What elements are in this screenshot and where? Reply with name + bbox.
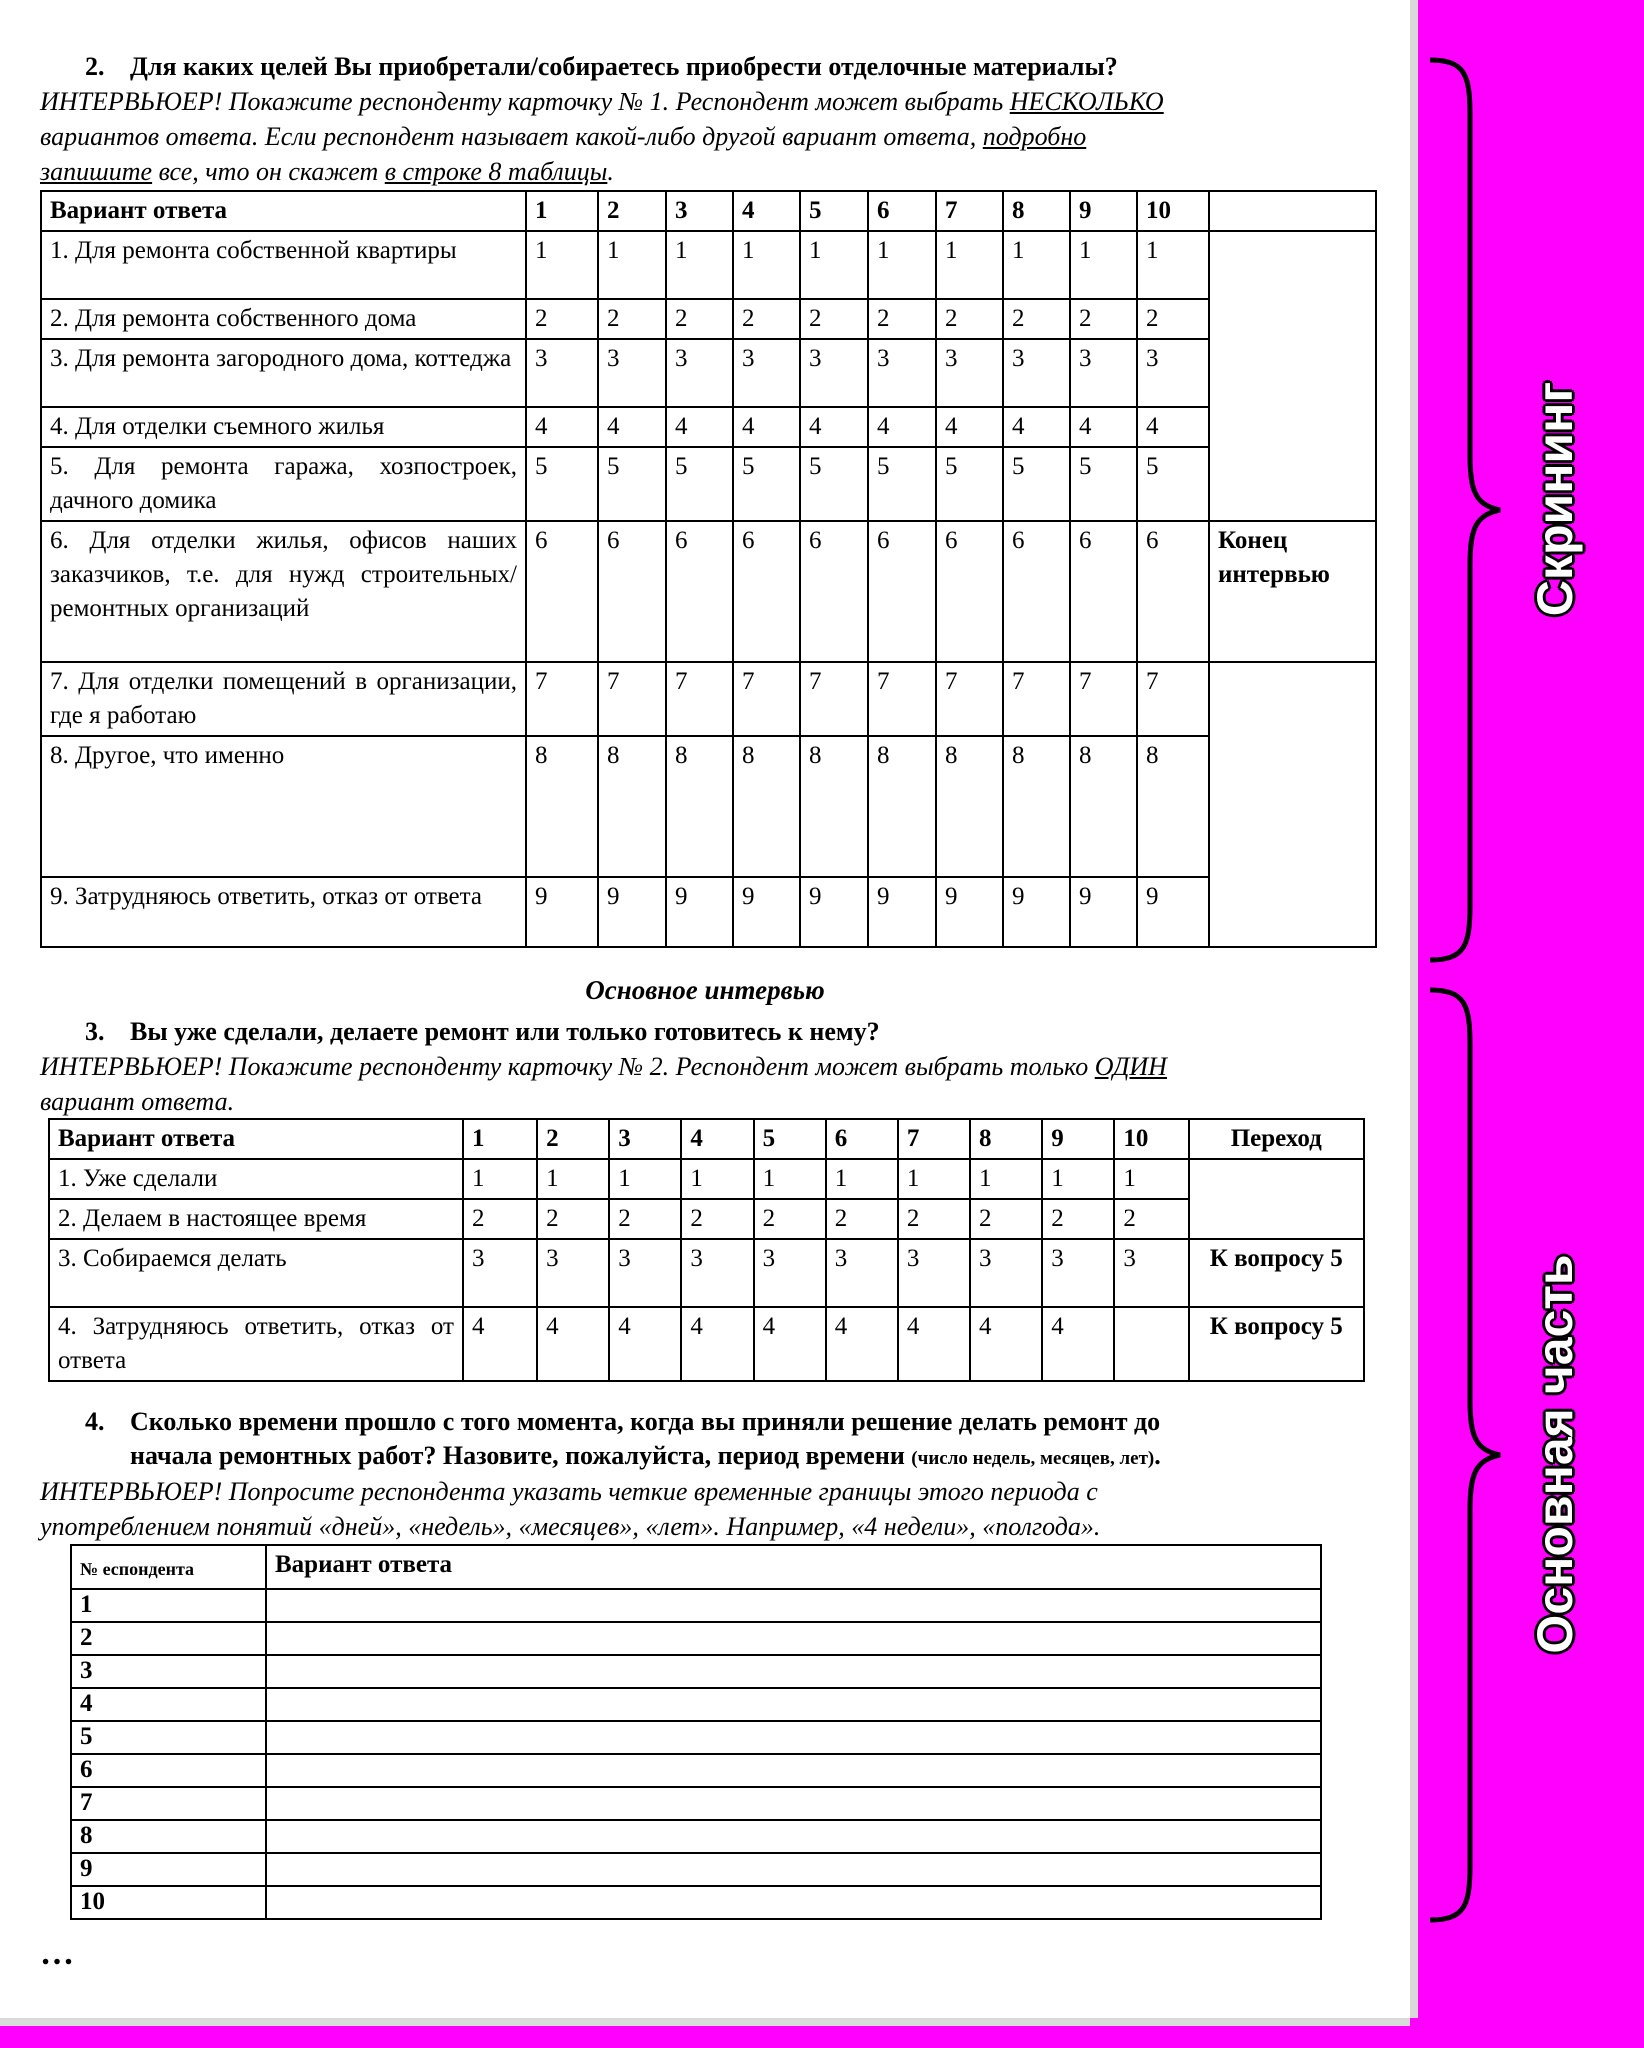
q3-goto-cell: К вопросу 5: [1189, 1307, 1365, 1381]
q2-code-cell[interactable]: 3: [526, 339, 598, 407]
q2-code-cell[interactable]: 8: [598, 736, 666, 877]
q2-code-cell[interactable]: 2: [598, 299, 666, 339]
q2-code-cell[interactable]: 7: [1003, 662, 1070, 736]
q3-header-cell: 1: [463, 1119, 537, 1159]
continuation-ellipsis: …: [40, 1935, 76, 1972]
q2-header-cell: 3: [666, 191, 733, 231]
q2-code-cell[interactable]: 4: [1070, 407, 1137, 447]
q4-table-row: [71, 1622, 1321, 1655]
q4-respondent-number: 10: [71, 1886, 266, 1919]
q2-code-cell[interactable]: 2: [526, 299, 598, 339]
q2-code-cell[interactable]: 9: [1137, 877, 1209, 947]
q2-code-cell[interactable]: 2: [666, 299, 733, 339]
q3-header-cell: 8: [970, 1119, 1042, 1159]
q2-header-cell: 6: [868, 191, 936, 231]
q2-code-cell[interactable]: 8: [526, 736, 598, 877]
q3-header-row: [49, 1119, 1364, 1159]
q3-code-cell[interactable]: 4: [970, 1307, 1042, 1381]
q2-instruction-line2: вариантов ответа. Если респондент называет какой-либо другой вариант ответа, подробно: [40, 122, 1087, 151]
q4-title-line2: начала ремонтных работ? Назовите, пожалуйста, период времени (число недель, месяцев, лет).: [130, 1441, 1161, 1470]
q3-header-cell: Вариант ответа: [49, 1119, 463, 1159]
q4-respondent-number: 7: [71, 1787, 266, 1820]
q2-code-cell[interactable]: 6: [936, 521, 1003, 662]
q2-code-cell[interactable]: 9: [598, 877, 666, 947]
q2-code-cell[interactable]: 5: [800, 447, 868, 521]
q2-code-cell[interactable]: 6: [526, 521, 598, 662]
q2-code-cell[interactable]: 3: [666, 339, 733, 407]
q2-code-cell[interactable]: 5: [936, 447, 1003, 521]
q2-row-label: 4. Для отделки съемного жилья: [41, 407, 526, 447]
q3-code-cell[interactable]: 2: [826, 1199, 898, 1239]
q2-continue-cell: [1209, 231, 1376, 521]
q3-code-cell[interactable]: 3: [898, 1239, 970, 1307]
q2-code-cell[interactable]: 3: [1003, 339, 1070, 407]
q2-code-cell[interactable]: 8: [1070, 736, 1137, 877]
q2-code-cell[interactable]: 6: [1137, 521, 1209, 662]
q2-code-cell[interactable]: 2: [936, 299, 1003, 339]
q4-header-answer: Вариант ответа: [266, 1545, 1321, 1589]
q2-code-cell[interactable]: 1: [1070, 231, 1137, 299]
q2-row-label: 3. Для ремонта загородного дома, коттеджа: [41, 339, 526, 407]
q3-code-cell[interactable]: 4: [537, 1307, 609, 1381]
q3-code-cell[interactable]: 2: [1114, 1199, 1188, 1239]
q2-code-cell[interactable]: 3: [868, 339, 936, 407]
q4-answer-field[interactable]: [266, 1721, 1321, 1754]
q2-code-cell[interactable]: 7: [800, 662, 868, 736]
q3-table-row: [49, 1199, 1364, 1239]
q4-answer-field[interactable]: [266, 1622, 1321, 1655]
q2-code-cell[interactable]: 4: [666, 407, 733, 447]
q3-header-cell: Переход: [1189, 1119, 1365, 1159]
q3-code-cell[interactable]: 1: [609, 1159, 681, 1199]
q2-code-cell[interactable]: 6: [733, 521, 800, 662]
q2-code-cell[interactable]: 7: [1070, 662, 1137, 736]
screening-brace: [1420, 55, 1510, 965]
q4-respondent-number: 4: [71, 1688, 266, 1721]
q4-respondent-number: 1: [71, 1589, 266, 1622]
q2-code-cell[interactable]: 1: [868, 231, 936, 299]
q4-table-row: [71, 1886, 1321, 1919]
q2-code-cell[interactable]: 7: [1137, 662, 1209, 736]
q4-instruction-line1: ИНТЕРВЬЮЕР! Попросите респондента указать четкие временные границы этого периода с: [40, 1477, 1098, 1506]
q2-code-cell[interactable]: 9: [526, 877, 598, 947]
q2-header-cell: 10: [1137, 191, 1209, 231]
q2-code-cell[interactable]: 3: [936, 339, 1003, 407]
q3-code-cell[interactable]: 2: [1042, 1199, 1114, 1239]
q3-row-label: 3. Собираемся делать: [49, 1239, 463, 1307]
q2-code-cell[interactable]: 8: [1003, 736, 1070, 877]
q2-code-cell[interactable]: 4: [598, 407, 666, 447]
q3-header-cell: 2: [537, 1119, 609, 1159]
q2-code-cell[interactable]: 7: [733, 662, 800, 736]
q4-respondent-number: 8: [71, 1820, 266, 1853]
q2-code-cell[interactable]: 2: [868, 299, 936, 339]
q2-code-cell[interactable]: 5: [1003, 447, 1070, 521]
q2-code-cell[interactable]: 5: [598, 447, 666, 521]
q3-instruction-line2: вариант ответа.: [40, 1087, 235, 1116]
q3-header-cell: 5: [754, 1119, 826, 1159]
q2-code-cell[interactable]: 4: [733, 407, 800, 447]
q4-answer-field[interactable]: [266, 1589, 1321, 1622]
q3-header-cell: 7: [898, 1119, 970, 1159]
q2-code-cell[interactable]: 8: [800, 736, 868, 877]
q4-answer-field[interactable]: [266, 1787, 1321, 1820]
q4-answer-field[interactable]: [266, 1655, 1321, 1688]
q3-row-label: 4. Затрудняюсь ответить, отказ от ответа: [49, 1307, 463, 1381]
q2-code-cell[interactable]: 4: [1137, 407, 1209, 447]
q2-row-label: 5. Для ремонта гаража, хозпостроек, дачного домика: [41, 447, 526, 521]
q2-header-cell: 2: [598, 191, 666, 231]
q2-table-row: [41, 662, 1376, 736]
q2-code-cell[interactable]: 6: [666, 521, 733, 662]
q2-row-label: 7. Для отделки помещений в организации, где я работаю: [41, 662, 526, 736]
q2-code-cell[interactable]: 7: [936, 662, 1003, 736]
q4-title-line1: 4. Сколько времени прошло с того момента, когда вы приняли решение делать ремонт до: [85, 1407, 1161, 1436]
q2-code-cell[interactable]: 5: [666, 447, 733, 521]
q2-code-cell[interactable]: 1: [598, 231, 666, 299]
q3-code-cell[interactable]: 1: [754, 1159, 826, 1199]
q2-code-cell[interactable]: 9: [666, 877, 733, 947]
q2-answer-table: [40, 190, 1377, 948]
q2-continue-cell-lower: [1209, 662, 1376, 947]
q3-table-row: [49, 1159, 1364, 1199]
q3-table-row: [49, 1239, 1364, 1307]
q2-table-row: [41, 339, 1376, 407]
q3-code-cell[interactable]: 1: [537, 1159, 609, 1199]
q4-instruction-line2: употреблением понятий «дней», «недель», «месяцев», «лет». Например, «4 недели», «полгода».: [40, 1512, 1101, 1541]
q2-code-cell[interactable]: 6: [1003, 521, 1070, 662]
q2-code-cell[interactable]: 2: [1070, 299, 1137, 339]
q3-row-label: 2. Делаем в настоящее время: [49, 1199, 463, 1239]
q2-code-cell[interactable]: 1: [526, 231, 598, 299]
q3-code-cell[interactable]: 1: [1042, 1159, 1114, 1199]
main-part-brace: [1420, 985, 1510, 1925]
q3-code-cell[interactable]: 1: [898, 1159, 970, 1199]
q3-code-cell[interactable]: 2: [681, 1199, 753, 1239]
q2-code-cell[interactable]: 4: [1003, 407, 1070, 447]
q4-answer-field[interactable]: [266, 1754, 1321, 1787]
q3-table-row: [49, 1307, 1364, 1381]
q2-header-cell: 1: [526, 191, 598, 231]
q3-code-cell[interactable]: 1: [681, 1159, 753, 1199]
q2-code-cell[interactable]: 2: [733, 299, 800, 339]
q2-code-cell[interactable]: 9: [800, 877, 868, 947]
q3-header-cell: 10: [1114, 1119, 1188, 1159]
q3-code-cell[interactable]: 2: [970, 1199, 1042, 1239]
q3-code-cell[interactable]: 1: [826, 1159, 898, 1199]
q3-code-cell[interactable]: 3: [754, 1239, 826, 1307]
q3-header-cell: 9: [1042, 1119, 1114, 1159]
q4-respondent-number: 2: [71, 1622, 266, 1655]
q2-code-cell[interactable]: 6: [868, 521, 936, 662]
q3-code-cell[interactable]: 4: [826, 1307, 898, 1381]
q3-code-cell[interactable]: 2: [609, 1199, 681, 1239]
q2-code-cell[interactable]: 6: [598, 521, 666, 662]
q2-code-cell[interactable]: 2: [1137, 299, 1209, 339]
q3-code-cell[interactable]: 3: [681, 1239, 753, 1307]
q2-code-cell[interactable]: 3: [598, 339, 666, 407]
q2-code-cell[interactable]: 1: [800, 231, 868, 299]
q3-header-cell: 6: [826, 1119, 898, 1159]
q3-code-cell[interactable]: 2: [898, 1199, 970, 1239]
q3-code-cell[interactable]: 4: [754, 1307, 826, 1381]
q2-code-cell[interactable]: 1: [733, 231, 800, 299]
q3-code-cell[interactable]: 3: [826, 1239, 898, 1307]
q2-header-cell: 9: [1070, 191, 1137, 231]
q2-code-cell[interactable]: 1: [666, 231, 733, 299]
q2-header-cell: 4: [733, 191, 800, 231]
q2-code-cell[interactable]: 9: [733, 877, 800, 947]
q3-header-cell: 3: [609, 1119, 681, 1159]
q3-code-cell[interactable]: 3: [970, 1239, 1042, 1307]
q3-code-cell[interactable]: 3: [1042, 1239, 1114, 1307]
q2-table-row: [41, 231, 1376, 299]
q3-instruction-line1: ИНТЕРВЬЮЕР! Покажите респонденту карточку № 2. Респондент может выбрать только ОДИН: [40, 1052, 1167, 1081]
q3-code-cell[interactable]: 1: [463, 1159, 537, 1199]
q2-code-cell[interactable]: 3: [800, 339, 868, 407]
q2-header-empty: [1209, 191, 1376, 231]
q2-code-cell[interactable]: 6: [1070, 521, 1137, 662]
q2-code-cell[interactable]: 8: [1137, 736, 1209, 877]
q2-code-cell[interactable]: 3: [1070, 339, 1137, 407]
q3-header-cell: 4: [681, 1119, 753, 1159]
q2-code-cell[interactable]: 3: [1137, 339, 1209, 407]
q4-table-row: [71, 1787, 1321, 1820]
q2-code-cell[interactable]: 5: [526, 447, 598, 521]
q4-answer-table: [70, 1544, 1322, 1920]
q3-code-cell[interactable]: 2: [463, 1199, 537, 1239]
q3-code-cell[interactable]: 3: [463, 1239, 537, 1307]
q2-title: 2. Для каких целей Вы приобретали/собираетесь приобрести отделочные материалы?: [85, 52, 1118, 81]
q2-code-cell[interactable]: 8: [666, 736, 733, 877]
q2-table-row: [41, 299, 1376, 339]
q2-table-row: [41, 407, 1376, 447]
q4-answer-field[interactable]: [266, 1688, 1321, 1721]
q2-code-cell[interactable]: 7: [868, 662, 936, 736]
q2-code-cell[interactable]: 6: [800, 521, 868, 662]
q4-respondent-number: 9: [71, 1853, 266, 1886]
q2-table-row: [41, 736, 1376, 877]
q4-table-row: [71, 1688, 1321, 1721]
q3-code-cell[interactable]: 4: [609, 1307, 681, 1381]
q2-code-cell[interactable]: 5: [1070, 447, 1137, 521]
q3-code-cell[interactable]: 1: [970, 1159, 1042, 1199]
q2-end-interview: Конец интервью: [1209, 521, 1376, 662]
q2-code-cell[interactable]: 2: [800, 299, 868, 339]
q2-instruction-line1: ИНТЕРВЬЮЕР! Покажите респонденту карточку № 1. Респондент может выбрать НЕСКОЛЬКО: [40, 87, 1164, 116]
q2-code-cell[interactable]: 3: [733, 339, 800, 407]
q4-table-row: [71, 1820, 1321, 1853]
q3-code-cell[interactable]: 2: [754, 1199, 826, 1239]
q4-table-row: [71, 1655, 1321, 1688]
q3-code-cell[interactable]: 4: [681, 1307, 753, 1381]
q2-code-cell[interactable]: 7: [598, 662, 666, 736]
q2-code-cell[interactable]: 8: [733, 736, 800, 877]
q2-table-row: [41, 447, 1376, 521]
q4-answer-field[interactable]: [266, 1853, 1321, 1886]
q2-row-label: 8. Другое, что именно: [41, 736, 526, 877]
q4-table-row: [71, 1721, 1321, 1754]
q2-code-cell[interactable]: 5: [868, 447, 936, 521]
q4-respondent-number: 6: [71, 1754, 266, 1787]
q2-code-cell[interactable]: 2: [1003, 299, 1070, 339]
q4-header-row: [71, 1545, 1321, 1589]
q3-goto-cell: [1189, 1159, 1365, 1239]
q4-header-respondent: № еспондента: [71, 1545, 266, 1589]
q2-code-cell[interactable]: 4: [526, 407, 598, 447]
q2-code-cell[interactable]: 9: [1070, 877, 1137, 947]
q3-code-cell[interactable]: 4: [898, 1307, 970, 1381]
q2-code-cell[interactable]: 1: [1003, 231, 1070, 299]
q4-table-row: [71, 1754, 1321, 1787]
q3-row-label: 1. Уже сделали: [49, 1159, 463, 1199]
q2-header-cell: 5: [800, 191, 868, 231]
q2-code-cell[interactable]: 5: [733, 447, 800, 521]
q2-row-label: 2. Для ремонта собственного дома: [41, 299, 526, 339]
q3-code-cell[interactable]: [1114, 1307, 1188, 1381]
q4-table-row: [71, 1589, 1321, 1622]
q2-code-cell[interactable]: 4: [868, 407, 936, 447]
q2-header-cell: 7: [936, 191, 1003, 231]
q2-code-cell[interactable]: 9: [1003, 877, 1070, 947]
q2-code-cell[interactable]: 9: [936, 877, 1003, 947]
side-label-main-part: Основная часть: [1527, 1254, 1583, 1654]
side-label-screening: Скрининг: [1527, 381, 1583, 617]
q4-answer-field[interactable]: [266, 1820, 1321, 1853]
q3-code-cell[interactable]: 2: [537, 1199, 609, 1239]
q2-row-label: 1. Для ремонта собственной квартиры: [41, 231, 526, 299]
q2-code-cell[interactable]: 7: [666, 662, 733, 736]
q3-goto-cell: К вопросу 5: [1189, 1239, 1365, 1307]
q2-code-cell[interactable]: 1: [936, 231, 1003, 299]
q4-respondent-number: 5: [71, 1721, 266, 1754]
q2-header-row: [41, 191, 1376, 231]
q2-header-cell: 8: [1003, 191, 1070, 231]
q3-answer-table: [48, 1118, 1365, 1382]
section-title-main-interview: Основное интервью: [585, 975, 825, 1005]
q3-code-cell[interactable]: 4: [1042, 1307, 1114, 1381]
q2-code-cell[interactable]: 8: [868, 736, 936, 877]
q3-code-cell[interactable]: 3: [537, 1239, 609, 1307]
q4-respondent-number: 3: [71, 1655, 266, 1688]
q2-code-cell[interactable]: 7: [526, 662, 598, 736]
q2-code-cell[interactable]: 9: [868, 877, 936, 947]
q3-code-cell[interactable]: 3: [609, 1239, 681, 1307]
q4-answer-field[interactable]: [266, 1886, 1321, 1919]
q3-code-cell[interactable]: 1: [1114, 1159, 1188, 1199]
q2-header-cell: Вариант ответа: [41, 191, 526, 231]
q2-table-row: [41, 877, 1376, 947]
q4-table-row: [71, 1853, 1321, 1886]
q2-instruction-line3: запишите все, что он скажет в строке 8 таблицы.: [40, 157, 614, 186]
q2-table-row: [41, 521, 1376, 662]
q3-code-cell[interactable]: 4: [463, 1307, 537, 1381]
q3-title: 3. Вы уже сделали, делаете ремонт или только готовитесь к нему?: [85, 1017, 880, 1046]
q3-code-cell[interactable]: 3: [1114, 1239, 1188, 1307]
q2-code-cell[interactable]: 4: [800, 407, 868, 447]
q2-row-label: 6. Для отделки жилья, офисов наших заказчиков, т.е. для нужд строительных/ремонтных организаций: [41, 521, 526, 662]
q2-code-cell[interactable]: 4: [936, 407, 1003, 447]
q2-code-cell[interactable]: 8: [936, 736, 1003, 877]
q2-code-cell[interactable]: 1: [1137, 231, 1209, 299]
q2-row-label: 9. Затрудняюсь ответить, отказ от ответа: [41, 877, 526, 947]
q2-code-cell[interactable]: 5: [1137, 447, 1209, 521]
